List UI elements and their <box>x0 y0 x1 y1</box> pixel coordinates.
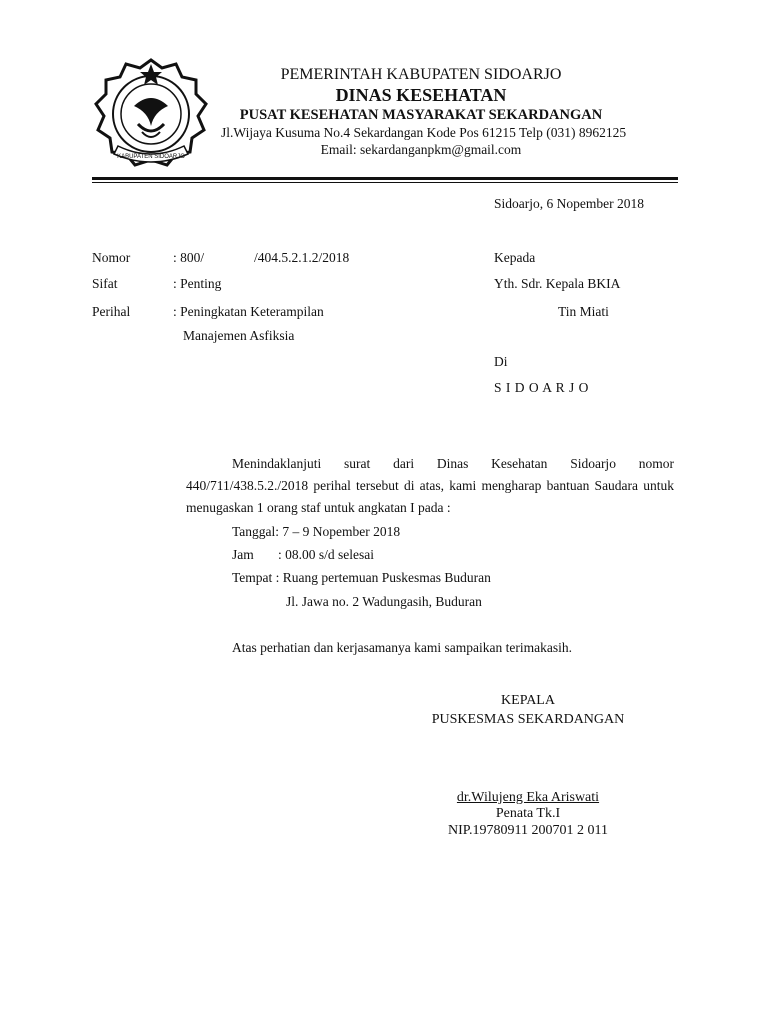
letterhead-government: PEMERINTAH KABUPATEN SIDOARJO <box>280 66 562 83</box>
detail-jam-label: Jam <box>232 547 254 562</box>
closing-sentence: Atas perhatian dan kerjasamanya kami sampaikan terimakasih. <box>232 640 572 655</box>
regency-seal-logo <box>92 54 210 172</box>
nomor-value-prefix: : 800/ <box>173 250 205 265</box>
letterhead-institution: PUSAT KESEHATAN MASYARAKAT SEKARDANGAN <box>239 107 603 123</box>
signature-nip: NIP.19780911 200701 2 011 <box>448 823 608 838</box>
header-rule-thick <box>92 177 678 180</box>
signature-title-2: PUSKESMAS SEKARDANGAN <box>431 712 625 727</box>
detail-jam-value: : 08.00 s/d selesai <box>278 547 374 562</box>
perihal-label: Perihal <box>92 304 131 319</box>
sifat-label: Sifat <box>92 276 118 291</box>
letterhead-address: Jl.Wijaya Kusuma No.4 Sekardangan Kode Pos 61215 Telp (031) 8962125 <box>221 125 627 140</box>
detail-tanggal: Tanggal: 7 – 9 Nopember 2018 <box>232 524 401 539</box>
perihal-value-line2: Manajemen Asfiksia <box>183 328 295 343</box>
letter-date: Sidoarjo, 6 Nopember 2018 <box>494 196 644 211</box>
nomor-value-suffix: /404.5.2.1.2/2018 <box>254 250 350 265</box>
letterhead-department: DINAS KESEHATAN <box>335 85 507 105</box>
recipient-kepada: Kepada <box>494 250 536 265</box>
detail-tempat: Tempat : Ruang pertemuan Puskesmas Buduran <box>232 570 491 585</box>
recipient-yth: Yth. Sdr. Kepala BKIA <box>494 276 621 291</box>
nomor-label: Nomor <box>92 250 131 265</box>
signature-title-1: KEPALA <box>501 693 555 708</box>
detail-tempat-address: Jl. Jawa no. 2 Wadungasih, Buduran <box>286 594 482 609</box>
recipient-city: S I D O A R J O <box>494 380 589 395</box>
perihal-value-line1: : Peningkatan Keterampilan <box>173 304 324 319</box>
letterhead-email: Email: sekardanganpkm@gmail.com <box>320 142 522 157</box>
header-rule-thin <box>92 182 678 183</box>
sifat-value: : Penting <box>173 276 222 291</box>
recipient-name: Tin Miati <box>558 304 609 319</box>
body-paragraph: Menindaklanjuti surat dari Dinas Kesehatan Sidoarjo nomor 440/711/438.5.2./2018 perihal tersebut di atas, kami mengharap bantuan Saudara untuk menugaskan 1 orang staf untuk angkatan I pada : <box>186 456 674 515</box>
signature-rank: Penata Tk.I <box>495 806 561 821</box>
recipient-di: Di <box>494 354 508 369</box>
signature-name: dr.Wilujeng Eka Ariswati <box>456 790 600 805</box>
seal-banner-text: KABUPATEN SIDOARJO <box>117 154 185 160</box>
